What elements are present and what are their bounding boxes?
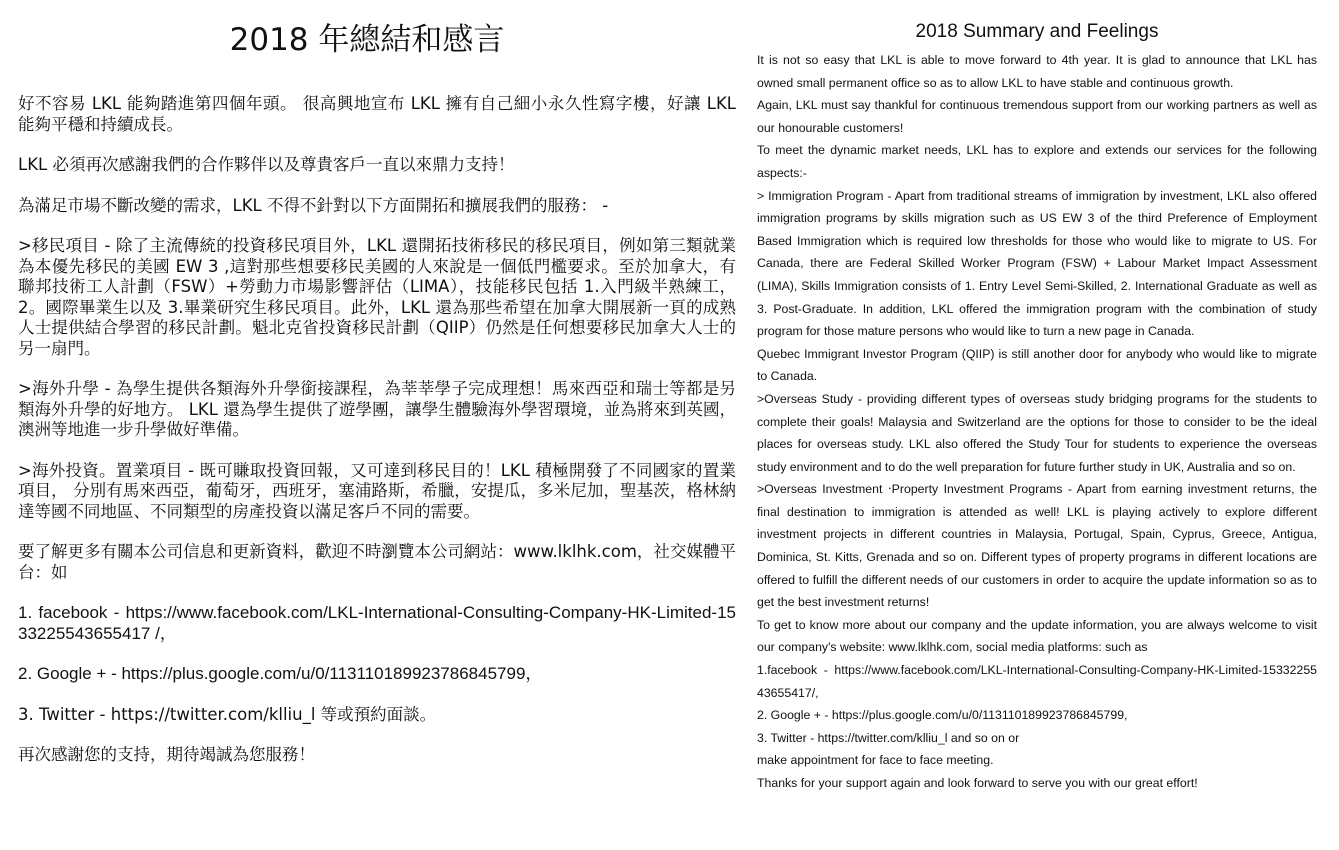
chinese-closing: 再次感謝您的支持，期待竭誠為您服務！ <box>18 745 315 764</box>
english-appointment: make appointment for face to face meeting. <box>757 753 994 768</box>
english-twitter-link[interactable]: 3. Twitter - https://twitter.com/klliu_l and so on or <box>757 730 1020 745</box>
english-paragraph-intro: It is not so easy that LKL is able to move forward to 4th year. It is glad to announce that LKL has owned small permanent office so as to allow LKL to have stable and continuous growth. <box>757 53 1317 90</box>
english-column <box>757 20 1317 795</box>
english-title: 2018 Summary and Feelings <box>915 21 1159 42</box>
english-paragraph-website: To get to know more about our company and the update information, you are always welcome to visit our company's website: www.lklhk.com, social media platforms: such as <box>757 617 1317 655</box>
english-paragraph-thanks: Again, LKL must say thankful for continuous tremendous support from our working partners as well as our honourable customers! <box>757 98 1317 135</box>
chinese-social-links <box>18 603 736 725</box>
chinese-paragraph-study: >海外升學 - 為學生提供各類海外升學銜接課程，為莘莘學子完成理想！馬來西亞和瑞士等都是另類海外升學的好地方。 LKL 還為學生提供了遊學團，讓學生體驗海外學習環境，並為將來到英國，澳洲等地進一步升學做好準備。 <box>18 379 736 439</box>
english-paragraph-immigration: > Immigration Program - Apart from traditional streams of immigration by investment, LKL also offered immigration programs by skills migration such as US EW 3 of the third Preference of Employment Based Immigration which is required low thresholds for those who would like to migrate to US. For Canada, there are Federal Skilled Worker Program (FSW) + Labour Market Impact Assessment (LIMA), Skills Immigration consists of 1. Entry Level Semi-Skilled, 2. International Graduate as well as 3. Post-Graduate. In addition, LKL offered the immigration program with the combination of study program for those mature persons who would like to turn a new page in Canada. <box>757 188 1317 339</box>
chinese-paragraph-services: 為滿足市場不斷改變的需求，LKL 不得不針對以下方面開拓和擴展我們的服務： - <box>18 195 609 215</box>
chinese-facebook-link[interactable]: 1. facebook - https://www.facebook.com/LKL-International-Consulting-Company-HK-Limited-1533225543655417 /， <box>18 603 736 643</box>
chinese-paragraph-website: 要了解更多有關本公司信息和更新資料，歡迎不時瀏覽本公司網站：www.lklhk.com，社交媒體平台：如 <box>18 542 736 582</box>
chinese-paragraph-intro: 好不容易 LKL 能夠踏進第四個年頭。 很高興地宣布 LKL 擁有自己細小永久性寫字樓，好讓 LKL 能夠平穩和持續成長。 <box>18 94 736 134</box>
english-paragraph-qiip: Quebec Immigrant Investor Program (QIIP) is still another door for anybody who would like to migrate to Canada. <box>757 346 1317 384</box>
english-facebook-link[interactable]: 1.facebook - https://www.facebook.com/LKL-International-Consulting-Company-HK-Limited-1533225543655417/, <box>757 663 1317 700</box>
chinese-title: 2018 年總結和感言 <box>229 22 505 58</box>
chinese-paragraph-thanks: LKL 必須再次感謝我們的合作夥伴以及尊貴客戶一直以來鼎力支持！ <box>18 155 515 174</box>
chinese-paragraph-investment: >海外投資。置業項目 - 既可賺取投資回報，又可達到移民目的！LKL 積極開發了不同國家的置業項目， 分別有馬來西亞，葡萄牙，西班牙，塞浦路斯，希臘，安提瓜，多米尼加，聖基茨，格林納達等國不同地區、不同類型的房產投資以滿足客戶不同的需要。 <box>18 460 736 521</box>
chinese-google-link[interactable]: 2. Google + - https://plus.google.com/u/0/113110189923786845799， <box>18 664 543 683</box>
chinese-paragraph-immigration: >移民項目 - 除了主流傳統的投資移民項目外，LKL 還開拓技術移民的移民項目，例如第三類就業為本優先移民的美國 EW 3 ,這對那些想要移民美國的人來說是一個低門檻要求。至於加拿大，有聯邦技術工人計劃（FSW）+勞動力市場影響評估（LIMA），技能移民包括 1.入門級半熟練工，2。國際畢業生以及 3.畢業研究生移民項目。此外，LKL 還為那些希望在加拿大開展新一頁的成熟人士提供結合學習的移民計劃。魁北克省投資移民計劃（QIIP）仍然是任何想要移民加拿大人士的另一扇門。 <box>18 236 736 358</box>
english-paragraph-services: To meet the dynamic market needs, LKL has to explore and extends our services for the following aspects:- <box>757 143 1317 180</box>
english-paragraph-study: >Overseas Study - providing different types of overseas study bridging programs for the students to complete their goals! Malaysia and Switzerland are the options for those to consider to be the ideal places for overseas study. LKL also offered the Study Tour for students to experience the overseas study environment and to do the well preparation for future further study in UK, Australia and so on. <box>757 391 1317 474</box>
english-closing: Thanks for your support again and look forward to serve you with our great effort! <box>757 776 1198 790</box>
english-paragraph-investment: >Overseas Investment ‧Property Investment Programs - Apart from earning investment returns, the final destination to immigration is attended as well! LKL is playing actively to explore different investment projects in different countries in Malaysia, Portugal, Spain, Cyprus, Greece, Antigua, Dominica, St. Kitts, Grenada and so on. Different types of property programs in different locations are offered to fulfill the different needs of our customers in order to acquire the update information so as to get the best investment returns! <box>757 482 1317 610</box>
english-google-link[interactable]: 2. Google + - https://plus.google.com/u/0/113110189923786845799, <box>757 708 1128 723</box>
chinese-column <box>18 20 736 786</box>
chinese-twitter-link[interactable]: 3. Twitter - https://twitter.com/klliu_l 等或預約面談。 <box>18 704 437 724</box>
